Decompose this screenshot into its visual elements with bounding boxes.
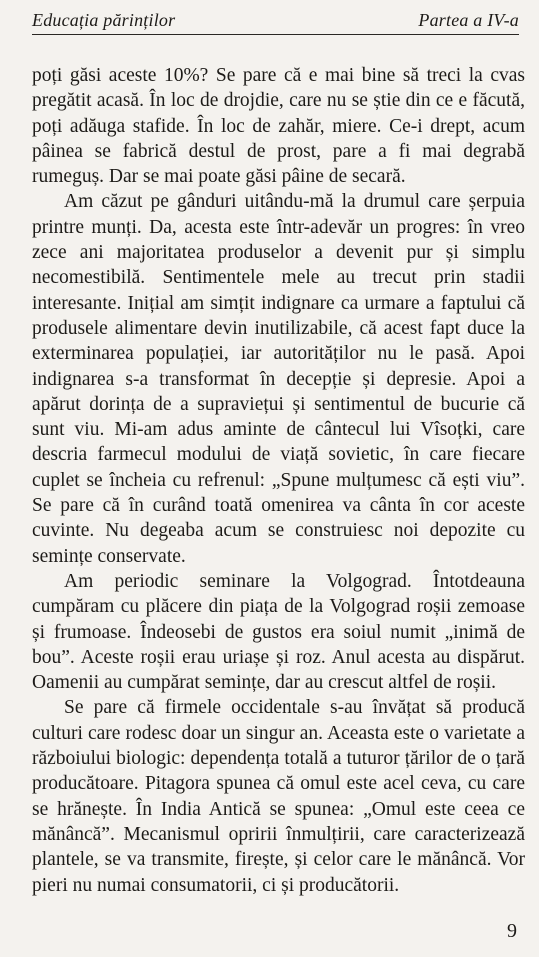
part-title-header: Partea a IV-a xyxy=(418,10,519,30)
paragraph: Am periodic seminare la Volgograd. Întotdeauna cumpăram cu plăcere din piața de la Volgograd roșii zemoase și frumoase. Îndeosebi de gustos era soiul numit „inimă de bou”. Aceste roșii erau uriașe și roz. Anul acesta au dispărut. Oamenii au cumpărat semințe, dar au crescut altfel de roșii. xyxy=(32,570,525,694)
paragraph: Se pare că firmele occidentale s-au învățat să producă culturi care rodesc doar un singur an. Aceasta este o varietate a războiului biologic: dependența totală a tuturor țărilor de o țară producătoare. Pitagora spunea că omul este acel ceva, cu care se hrănește. În India Antică se spunea: „Omul este ceea ce mănâncă”. Mecanismul opririi înmulțirii, care caracterizează plantele, se va transmite, firește, și celor care le mănâncă. Vor pieri nu numai consumatorii, ci și producătorii. xyxy=(32,697,525,896)
book-title-header: Educația părinților xyxy=(32,10,176,30)
running-header xyxy=(32,8,519,35)
page-number: 9 xyxy=(507,920,517,942)
page-body xyxy=(32,63,525,898)
paragraph-continued: poți găsi aceste 10%? Se pare că e mai bine să treci la cvas pregătit acasă. În loc de drojdie, care nu se știe din ce e făcută, poți adăuga stafide. În loc de zahăr, miere. Ce-i drept, acum pâinea se fabrică destul de prost, pare a fi mai degrabă rumeguș. Dar se mai poate găsi pâine de secară. xyxy=(32,65,525,188)
paragraph: Am căzut pe gânduri uitându-mă la drumul care șerpuia printre munți. Da, acesta este într-adevăr un progres: în vreo zece ani majoritatea produselor a devenit pur și simplu necomestibilă. Sentimentele mele au trecut prin stadii interesante. Inițial am simțit indignare ca urmare a faptului că produsele alimentare devin inutilizabile, că acest fapt duce la exterminarea populației, iar autorităților nu le pasă. Apoi indignarea s-a transformat în decepție și depresie. Apoi a apărut dorința de a supraviețui și sentimentul de bucurie că sunt viu. Mi-am adus aminte de cântecul lui Vîsoțki, care descria farmecul modului de viață sovietic, în care fiecare cuplet se încheia cu refrenul: „Spune mulțumesc că ești viu”. Se pare că în curând toată omenirea va cânta în cor aceste cuvinte. Nu degeaba acum se construiesc noi depozite cu semințe conservate. xyxy=(32,191,525,567)
